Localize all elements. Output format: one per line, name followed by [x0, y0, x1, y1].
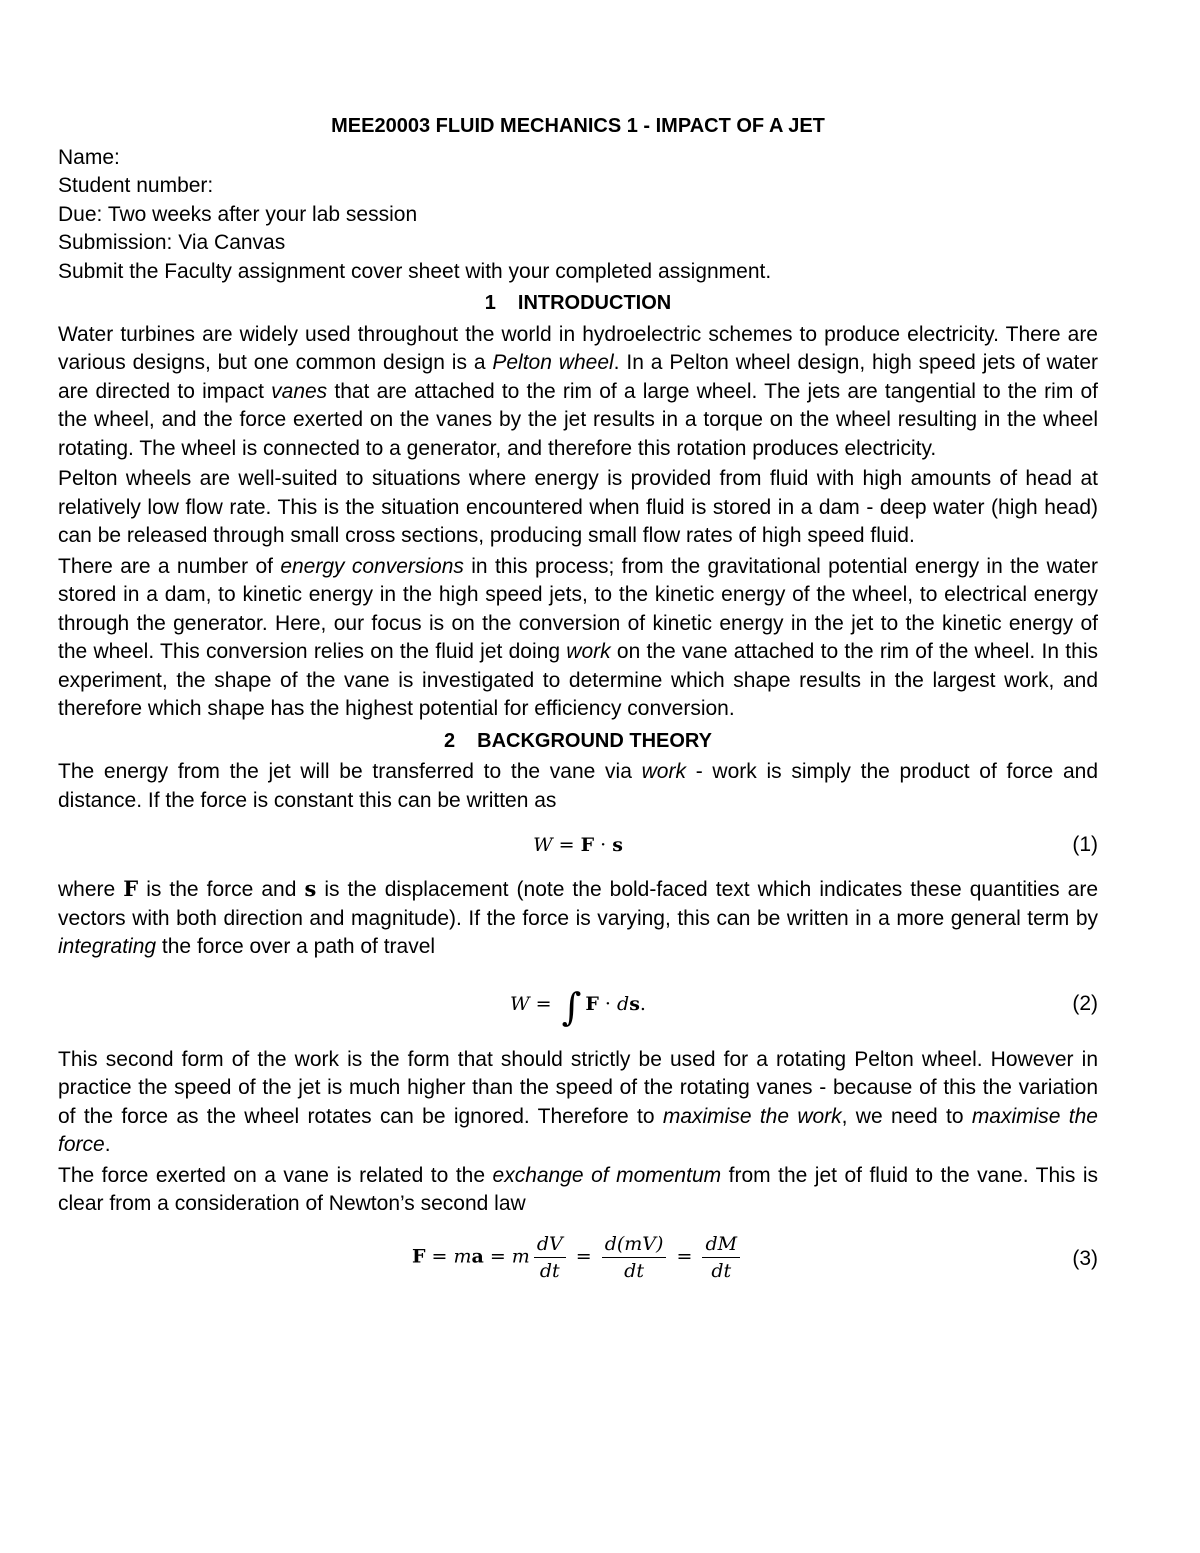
emphasis-work: work [641, 760, 686, 783]
equation-number: (3) [1072, 1246, 1098, 1270]
math-operator: = [670, 1245, 699, 1267]
math-symbol: W [510, 992, 530, 1015]
emphasis-exchange-of-momentum: exchange of momentum [492, 1163, 722, 1187]
math-symbol: s [629, 992, 640, 1015]
cover-sheet-instruction: Submit the Faculty assignment cover sheet with your completed assignment. [58, 259, 772, 283]
intro-paragraph-2: Pelton wheels are well-suited to situations where energy is provided from fluid with high amounts of head at relatively low flow rate. This is the situation encountered when fluid is stored in a dam - deep water (high head) can be released through small cross sections, producing small flow rates of high speed fluid. [58, 467, 1098, 547]
name-field-label: Name: [58, 145, 120, 169]
text-run: . [104, 1133, 111, 1156]
math-operator: = [483, 1245, 512, 1267]
text-run: where [58, 878, 124, 901]
text-run: the force over a path of travel [156, 935, 436, 958]
equation-1 [58, 817, 1098, 875]
text-run: , we need to [841, 1104, 972, 1128]
text-run: is the displacement (note the bold-faced text which indicates these quantities are vectors with both direction and magnitude). If the force is varying, this can be written in a more general term by [58, 878, 1099, 930]
math-symbol: F [411, 1245, 426, 1267]
fraction-numerator: dM [702, 1231, 740, 1258]
fraction-numerator: dV [534, 1231, 566, 1258]
math-symbol: m [453, 1245, 472, 1267]
theory-paragraph-4 [58, 1162, 1098, 1219]
math-symbol: s [612, 834, 623, 856]
equation-2 [58, 964, 1098, 1046]
section-number: 2 [444, 729, 456, 752]
text-run: from the jet of fluid to the vane. This is clear from a consideration of Newton’s second law [58, 1163, 1099, 1215]
emphasis-maximise-force: maximise the force [58, 1104, 1098, 1156]
section-number: 1 [484, 292, 496, 314]
text-run: There are a number of [58, 554, 281, 578]
student-number-label: Student number: [58, 174, 214, 197]
section-title: BACKGROUND THEORY [477, 729, 712, 752]
emphasis-work: work [566, 640, 611, 663]
text-run: that are attached to the rim of a large wheel. The jets are tangential to the rim of the wheel, and the force exerted on the vanes by the jet results in a torque on the wheel resulting in the wheel rotating. The wheel is connected to a generator, and therefore this rotation produces electricity. [58, 379, 1099, 460]
math-symbol: a [471, 1245, 484, 1267]
math-operator: · [598, 992, 618, 1015]
equation-1-math [58, 831, 1098, 860]
equation-2-math [58, 984, 1098, 1029]
emphasis-vanes: vanes [271, 379, 328, 403]
fraction-denominator: dt [711, 1259, 732, 1282]
intro-paragraph-1 [58, 321, 1098, 464]
math-symbol: s [304, 876, 317, 901]
math-operator: · [594, 834, 613, 856]
text-run: is the force and [138, 878, 305, 901]
math-symbol: F [580, 834, 595, 856]
fraction-numerator: d(mV) [602, 1231, 667, 1258]
fraction-denominator: dt [624, 1259, 644, 1282]
integral-sign: ∫ [561, 984, 582, 1029]
due-date: Due: Two weeks after your lab session [58, 202, 418, 226]
text-run: in this process; from the gravitational potential energy in the water stored in a dam, to kinetic energy in the high speed jets, to the kinetic energy of the wheel, to electrical energy through the generator. Here, our focus is on the conversion of kinetic energy in the jet to the kinetic energy of the wheel. This conversion relies on the fluid jet doing [58, 554, 1098, 663]
theory-paragraph-2 [58, 875, 1098, 962]
emphasis-energy-conversions: energy conversions [280, 554, 464, 578]
text-run: - work is simply the product of force and distance. If the force is constant this can be written as [58, 760, 1098, 812]
document-page [58, 112, 1098, 1299]
fraction-dm-dt [702, 1231, 740, 1284]
math-operator: . [639, 992, 646, 1015]
math-operator: = [425, 1245, 454, 1267]
emphasis-maximise-work: maximise the work [662, 1104, 842, 1128]
math-symbol: d [617, 992, 630, 1015]
math-symbol: F [585, 992, 599, 1015]
emphasis-integrating: integrating [58, 935, 157, 958]
fraction-dv-dt [534, 1231, 566, 1284]
math-symbol: W [533, 834, 553, 856]
text-run: The force exerted on a vane is related to the [58, 1163, 493, 1187]
text-run: . In a Pelton wheel design, high speed jets of water are directed to impact [58, 351, 1099, 403]
submission-method: Submission: Via Canvas [58, 231, 286, 254]
section-heading-introduction [58, 289, 1098, 318]
theory-paragraph-3 [58, 1046, 1098, 1160]
math-operator: = [569, 1245, 598, 1267]
fraction-denominator: dt [539, 1259, 560, 1282]
document-title: MEE20003 FLUID MECHANICS 1 - IMPACT OF A JET [331, 115, 825, 137]
intro-paragraph-3 [58, 553, 1098, 724]
text-run: This second form of the work is the form that should strictly be used for a rotating Pelton wheel. However in practice the speed of the jet is much higher than the speed of the rotating vanes - because of this the variation of the force as the wheel rotates can be ignored. Therefore to [58, 1047, 1098, 1128]
math-symbol: m [511, 1245, 530, 1267]
equation-3 [58, 1221, 1098, 1299]
text-run: on the vane attached to the rim of the wheel. In this experiment, the shape of the vane is investigated to determine which shape results in the largest work, and therefore which shape has the highest potential for efficiency conversion. [58, 640, 1098, 720]
equation-3-math [58, 1231, 1098, 1284]
equation-number: (2) [1072, 991, 1098, 1015]
text-run: The energy from the jet will be transferred to the vane via [58, 760, 642, 783]
math-operator: = [529, 992, 558, 1015]
text-run: Water turbines are widely used throughout the world in hydroelectric schemes to produce electricity. There are various designs, but one common design is a [58, 322, 1098, 374]
math-operator: = [552, 834, 581, 856]
emphasis-pelton-wheel: Pelton wheel [492, 351, 614, 374]
section-heading-background-theory [58, 727, 1098, 756]
equation-number: (1) [1072, 833, 1098, 856]
section-title: INTRODUCTION [517, 292, 672, 314]
math-symbol: F [123, 876, 139, 901]
fraction-dmv-dt [602, 1231, 667, 1284]
theory-paragraph-1 [58, 758, 1098, 815]
